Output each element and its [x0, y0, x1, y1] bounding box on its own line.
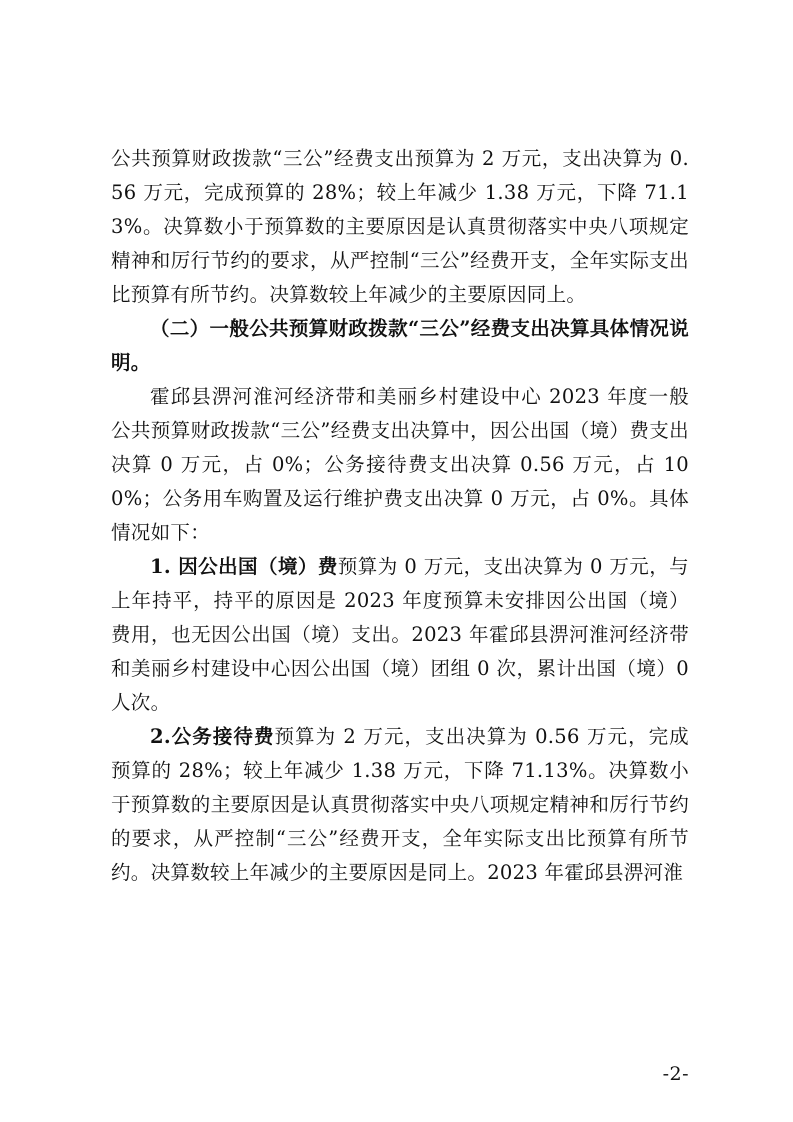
paragraph-budget-summary: 公共预算财政拨款“三公”经费支出预算为 2 万元，支出决算为 0.56 万元，完成预算的 28%；较上年减少 1.38 万元，下降 71.13%。决算数小于预算数的主要原因是认真贯彻落实中央八项规定精神和厉行节约的要求，从严控制“三公”经费开支，全年实际支出比预算有所节约。决算数较上年减少的主要原因同上。 [111, 147, 689, 306]
document-body [111, 142, 689, 890]
paragraph-overseas-expense [111, 550, 689, 720]
item-2-label: 2.公务接待费 [150, 725, 275, 748]
item-1-text: 预算为 0 万元，支出决算为 0 万元，与上年持平，持平的原因是 2023 年度预算未安排因公出国（境）费用，也无因公出国（境）支出。2023 年霍邱县淠河淮河经济带和美丽乡村建设中心因公出国（境）团组 0 次，累计出国（境）0 人次。 [111, 555, 689, 714]
page-number: -2- [662, 1063, 689, 1085]
paragraph-reception-expense [111, 720, 689, 890]
paragraph-specific-situation: 霍邱县淠河淮河经济带和美丽乡村建设中心 2023 年度一般公共预算财政拨款“三公”经费支出决算中，因公出国（境）费支出决算 0 万元，占 0%；公务接待费支出决算 0.56 万元，占 100%；公务用车购置及运行维护费支出决算 0 万元，占 0%。具体情况如下： [111, 385, 689, 544]
item-2-text: 预算为 2 万元，支出决算为 0.56 万元，完成预算的 28%；较上年减少 1.38 万元，下降 71.13%。决算数小于预算数的主要原因是认真贯彻落实中央八项规定精神和厉行节约的要求，从严控制“三公”经费开支，全年实际支出比预算有所节约。决算数较上年减少的主要原因是同上。2023 年霍邱县淠河淮 [111, 725, 689, 884]
item-1-label: 1. 因公出国（境）费 [150, 555, 338, 578]
section-heading-2: （二）一般公共预算财政拨款“三公”经费支出决算具体情况说明。 [111, 317, 689, 374]
